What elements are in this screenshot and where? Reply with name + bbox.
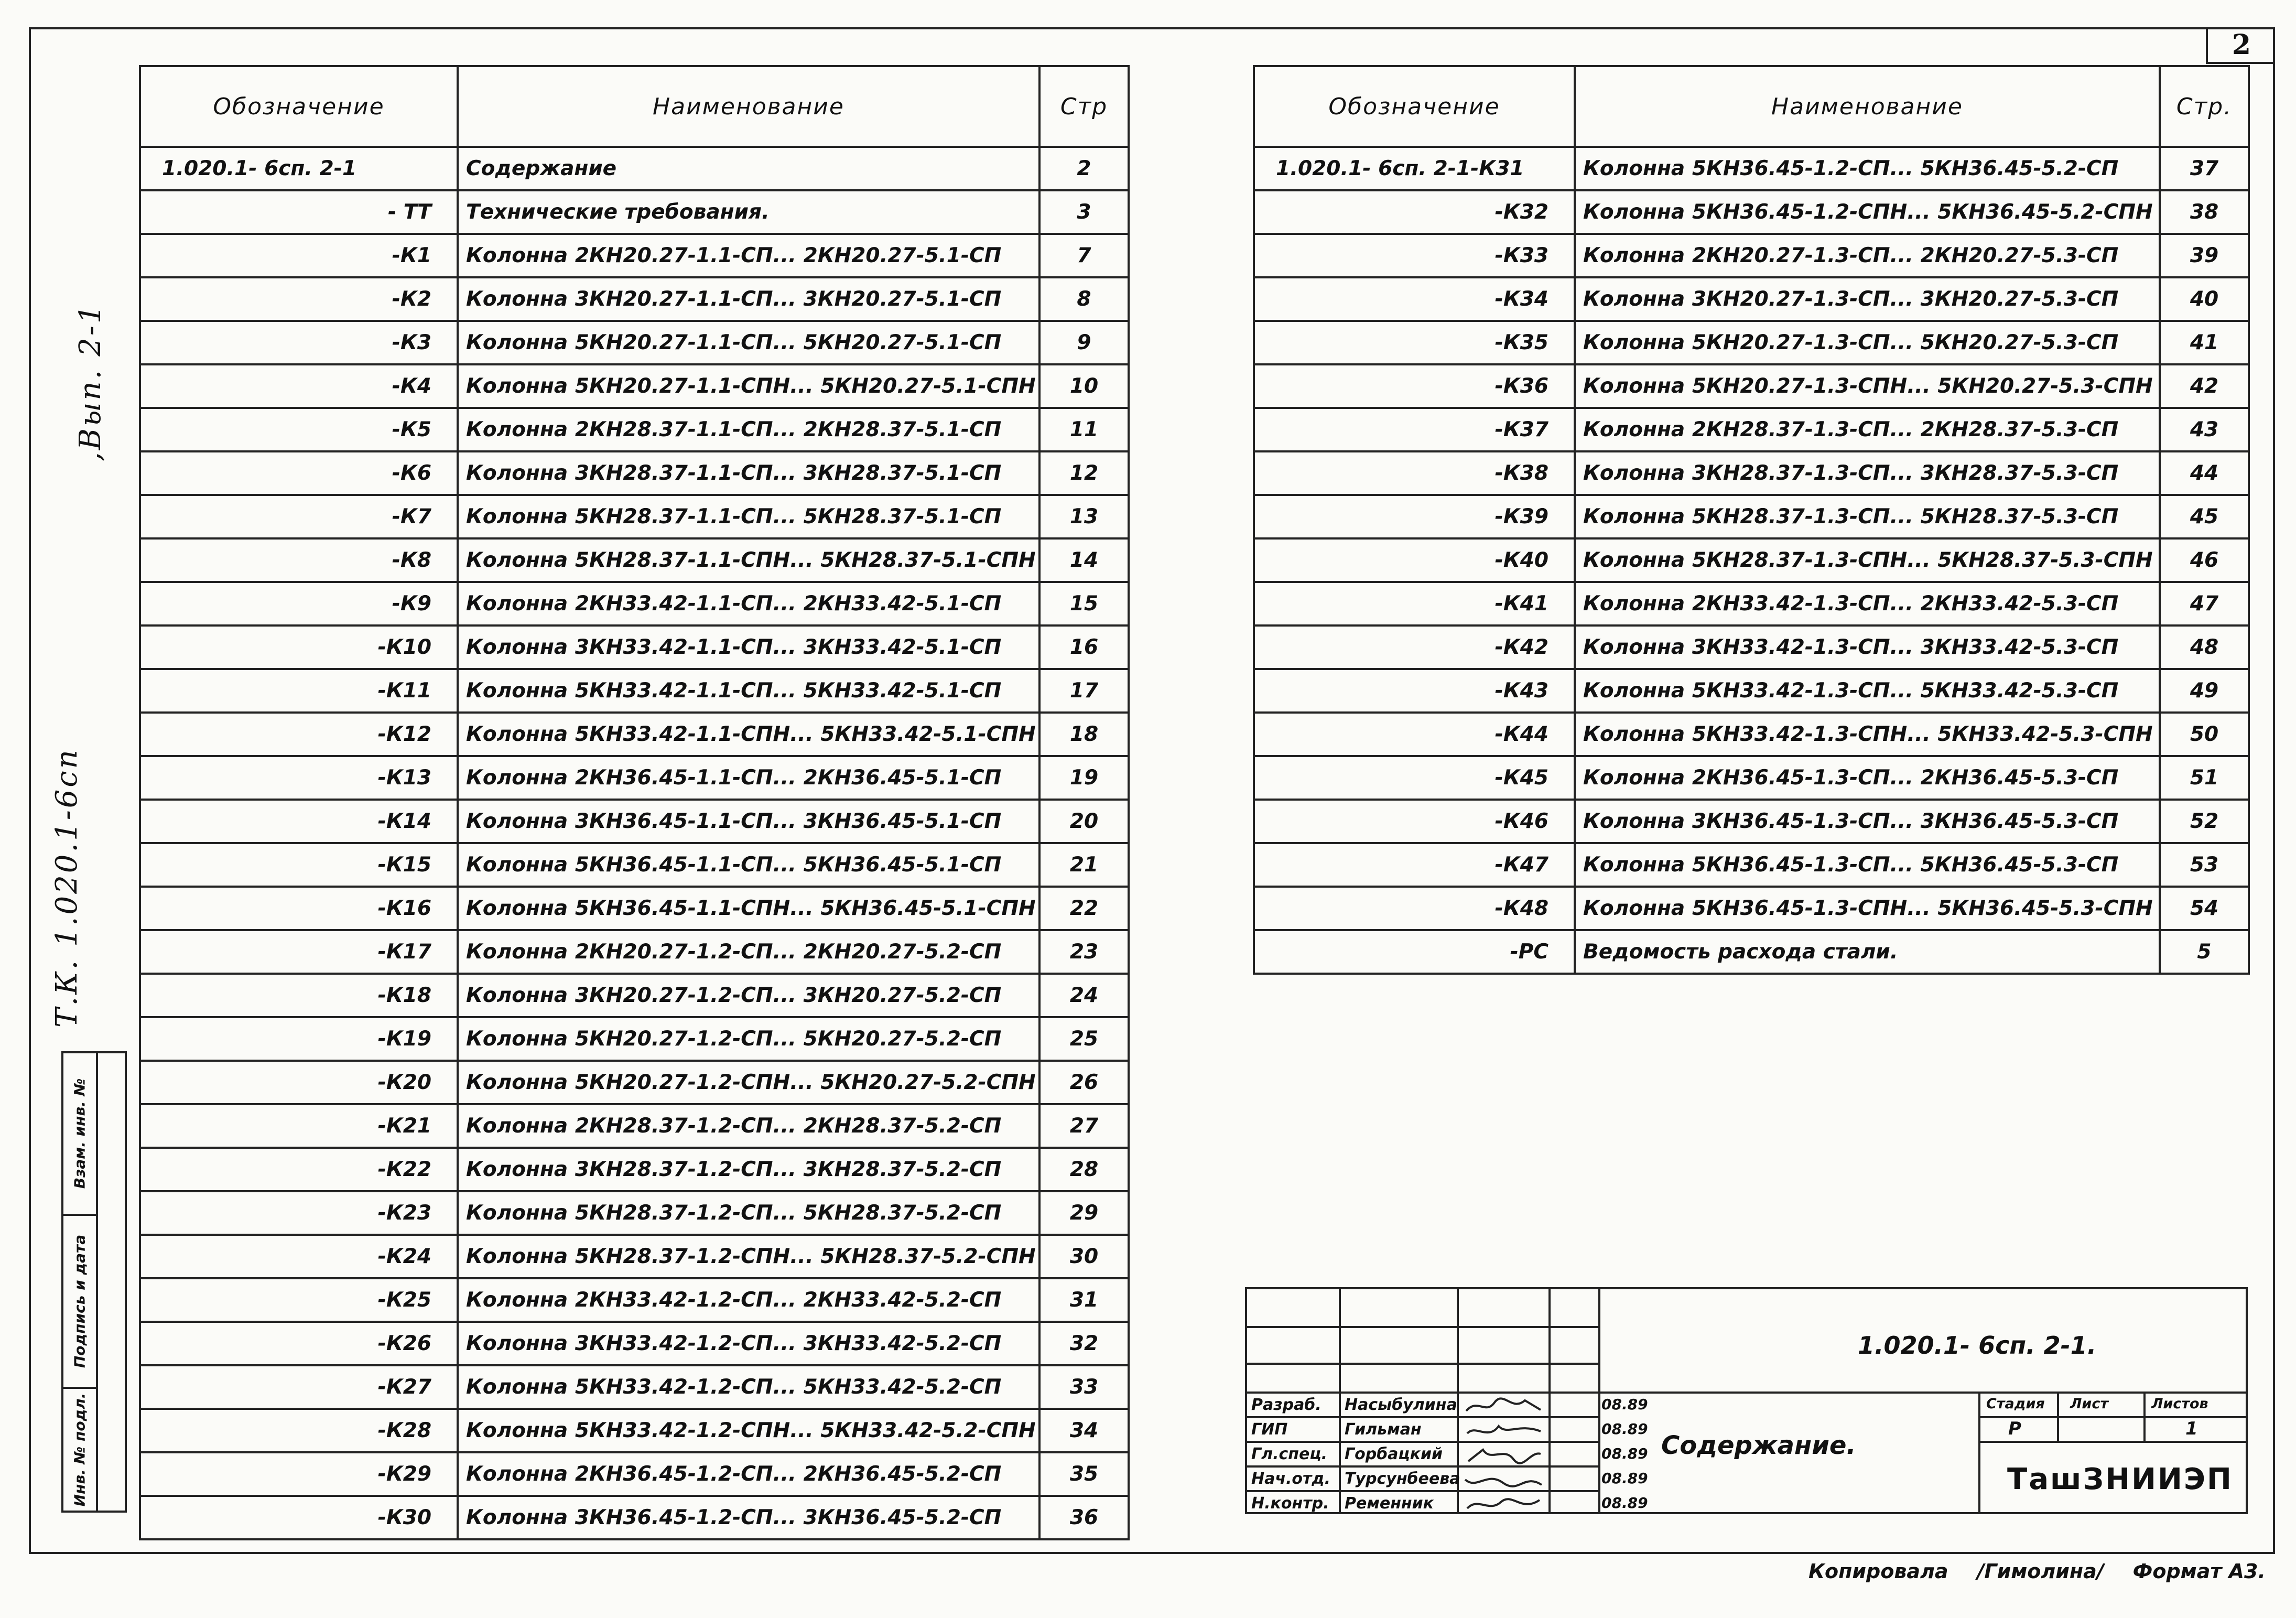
- footer-copied-by: /Гимолина/: [1977, 1560, 2104, 1583]
- row-page: 13: [1039, 495, 1129, 538]
- row-page: 2: [1039, 147, 1129, 190]
- column-header-page: Стр: [1039, 66, 1129, 147]
- row-name: Колонна 5КН28.37-1.1-СП... 5КН28.37-5.1-СП: [458, 495, 1039, 538]
- column-header-designation: Обозначение: [140, 66, 458, 147]
- row-page: 32: [1039, 1322, 1129, 1365]
- row-page: 24: [1039, 974, 1129, 1017]
- tb-line: [1978, 1392, 1980, 1514]
- table-row: [1254, 930, 2249, 974]
- row-designation: -К34: [1254, 277, 1575, 321]
- table-row: [140, 1452, 1129, 1496]
- row-page: 31: [1039, 1278, 1129, 1322]
- table-row: [140, 887, 1129, 930]
- tb-stage-value: Р: [2008, 1418, 2021, 1439]
- row-page: 25: [1039, 1017, 1129, 1061]
- row-page: 16: [1039, 625, 1129, 669]
- row-name: Колонна 3КН36.45-1.2-СП... 3КН36.45-5.2-СП: [458, 1496, 1039, 1539]
- row-page: 7: [1039, 234, 1129, 277]
- row-designation: -К3: [140, 321, 458, 364]
- row-name: Колонна 2КН20.27-1.1-СП... 2КН20.27-5.1-СП: [458, 234, 1039, 277]
- table-row: [140, 669, 1129, 713]
- row-name: Колонна 5КН36.45-1.1-СП... 5КН36.45-5.1-СП: [458, 843, 1039, 887]
- row-designation: -РС: [1254, 930, 1575, 974]
- row-page: 54: [2160, 887, 2249, 930]
- row-name: Колонна 5КН33.42-1.2-СПН... 5КН33.42-5.2-СПН: [458, 1409, 1039, 1452]
- row-page: 5: [2160, 930, 2249, 974]
- sheet-number-box: [2206, 27, 2275, 64]
- tb-person-name: Горбацкий: [1345, 1445, 1443, 1463]
- row-designation: -К13: [140, 756, 458, 800]
- tb-person-name: Ременник: [1345, 1494, 1434, 1513]
- table-row: [140, 1278, 1129, 1322]
- tb-person-name: Насыбулина: [1345, 1396, 1457, 1414]
- row-page: 11: [1039, 408, 1129, 451]
- row-name: Колонна 5КН36.45-1.3-СП... 5КН36.45-5.3-СП: [1575, 843, 2160, 887]
- table-row: [140, 1235, 1129, 1278]
- table-row: [140, 451, 1129, 495]
- tb-person-name: Турсунбеева: [1345, 1470, 1460, 1488]
- row-page: 52: [2160, 800, 2249, 843]
- row-name: Колонна 3КН33.42-1.3-СП... 3КН33.42-5.3-СП: [1575, 625, 2160, 669]
- tb-person-date: 08.89: [1601, 1396, 1648, 1413]
- row-name: Ведомость расхода стали.: [1575, 930, 2160, 974]
- row-name: Технические требования.: [458, 190, 1039, 234]
- row-designation: -К17: [140, 930, 458, 974]
- row-designation: -К44: [1254, 713, 1575, 756]
- table-row: [140, 625, 1129, 669]
- row-page: 48: [2160, 625, 2249, 669]
- row-page: 18: [1039, 713, 1129, 756]
- row-name: Колонна 5КН33.42-1.3-СП... 5КН33.42-5.3-СП: [1575, 669, 2160, 713]
- row-name: Колонна 5КН36.45-1.1-СПН... 5КН36.45-5.1-СПН: [458, 887, 1039, 930]
- tb-line: [1548, 1289, 1551, 1512]
- row-name: Колонна 5КН20.27-1.1-СП... 5КН20.27-5.1-СП: [458, 321, 1039, 364]
- row-name: Колонна 2КН33.42-1.3-СП... 2КН33.42-5.3-СП: [1575, 582, 2160, 625]
- table-row: [1254, 800, 2249, 843]
- table-row: [1254, 625, 2249, 669]
- column-header-designation: Обозначение: [1254, 66, 1575, 147]
- table-row: [1254, 669, 2249, 713]
- contents-table-left-body: [140, 147, 1129, 1539]
- row-page: 47: [2160, 582, 2249, 625]
- row-name: Колонна 2КН36.45-1.1-СП... 2КН36.45-5.1-СП: [458, 756, 1039, 800]
- row-page: 51: [2160, 756, 2249, 800]
- row-designation: - ТТ: [140, 190, 458, 234]
- row-designation: -К25: [140, 1278, 458, 1322]
- row-page: 45: [2160, 495, 2249, 538]
- row-name: Колонна 2КН33.42-1.1-СП... 2КН33.42-5.1-СП: [458, 582, 1039, 625]
- tb-person-role: Разраб.: [1251, 1396, 1322, 1414]
- contents-table-left: [139, 65, 1130, 1540]
- tb-person-name: Гильман: [1345, 1420, 1422, 1439]
- row-name: Колонна 5КН20.27-1.1-СПН... 5КН20.27-5.1-СПН: [458, 364, 1039, 408]
- row-name: Колонна 5КН28.37-1.3-СПН... 5КН28.37-5.3-СПН: [1575, 538, 2160, 582]
- contents-table-right: [1253, 65, 2250, 975]
- row-name: Колонна 3КН36.45-1.1-СП... 3КН36.45-5.1-СП: [458, 800, 1039, 843]
- row-page: 39: [2160, 234, 2249, 277]
- tb-stage-label: Стадия: [1986, 1396, 2045, 1412]
- row-page: 37: [2160, 147, 2249, 190]
- row-designation: -К9: [140, 582, 458, 625]
- row-designation: -К33: [1254, 234, 1575, 277]
- table-row: [1254, 582, 2249, 625]
- row-name: Колонна 3КН20.27-1.3-СП... 3КН20.27-5.3-СП: [1575, 277, 2160, 321]
- row-designation: -К11: [140, 669, 458, 713]
- row-page: 17: [1039, 669, 1129, 713]
- tb-person-date: 08.89: [1601, 1445, 1648, 1462]
- tb-person-role: Н.контр.: [1251, 1494, 1329, 1513]
- table-row: [140, 190, 1129, 234]
- row-name: Колонна 3КН20.27-1.1-СП... 3КН20.27-5.1-СП: [458, 277, 1039, 321]
- row-name: Колонна 5КН33.42-1.3-СПН... 5КН33.42-5.3-СПН: [1575, 713, 2160, 756]
- table-row: [140, 364, 1129, 408]
- row-name: Колонна 5КН28.37-1.1-СПН... 5КН28.37-5.1-СПН: [458, 538, 1039, 582]
- sheet-number: 2: [2232, 28, 2251, 61]
- row-designation: -К24: [140, 1235, 458, 1278]
- table-row: [140, 234, 1129, 277]
- handwritten-signature: [1462, 1444, 1546, 1466]
- row-designation: -К7: [140, 495, 458, 538]
- table-row: [140, 843, 1129, 887]
- row-page: 36: [1039, 1496, 1129, 1539]
- stamp-label-inventory-no: Инв. № подл.: [71, 1393, 89, 1507]
- row-designation: -К8: [140, 538, 458, 582]
- table-row: [140, 1148, 1129, 1191]
- row-name: Колонна 5КН28.37-1.2-СП... 5КН28.37-5.2-СП: [458, 1191, 1039, 1235]
- row-name: Колонна 3КН28.37-1.2-СП... 3КН28.37-5.2-СП: [458, 1148, 1039, 1191]
- tb-sheet-label: Лист: [2070, 1396, 2108, 1412]
- row-name: Колонна 5КН20.27-1.2-СП... 5КН20.27-5.2-СП: [458, 1017, 1039, 1061]
- tb-person-role: ГИП: [1251, 1420, 1288, 1439]
- row-designation: -К46: [1254, 800, 1575, 843]
- footer-copied-label: Копировала: [1808, 1560, 1948, 1583]
- table-row: [1254, 277, 2249, 321]
- row-name: Колонна 3КН33.42-1.1-СП... 3КН33.42-5.1-СП: [458, 625, 1039, 669]
- row-designation: -К43: [1254, 669, 1575, 713]
- table-row: [1254, 713, 2249, 756]
- tb-sheet-title: Содержание.: [1661, 1431, 1856, 1460]
- table-row: [140, 495, 1129, 538]
- table-row: [1254, 190, 2249, 234]
- table-row: [1254, 364, 2249, 408]
- table-row: [140, 1322, 1129, 1365]
- row-name: Колонна 5КН20.27-1.2-СПН... 5КН20.27-5.2-СПН: [458, 1061, 1039, 1104]
- row-designation: -К2: [140, 277, 458, 321]
- table-row: [140, 800, 1129, 843]
- row-name: Колонна 5КН28.37-1.2-СПН... 5КН28.37-5.2-СПН: [458, 1235, 1039, 1278]
- row-page: 41: [2160, 321, 2249, 364]
- stamp-cell-signature-date: [63, 1216, 96, 1389]
- row-designation: -К28: [140, 1409, 458, 1452]
- table-row: [1254, 451, 2249, 495]
- table-row: [1254, 234, 2249, 277]
- table-row: [140, 974, 1129, 1017]
- row-designation: -К32: [1254, 190, 1575, 234]
- row-designation: -К16: [140, 887, 458, 930]
- table-row: [140, 538, 1129, 582]
- row-page: 53: [2160, 843, 2249, 887]
- stamp-cell-replaced-inv: [63, 1053, 96, 1216]
- stamp-divider: [96, 1053, 98, 1511]
- table-row: [140, 582, 1129, 625]
- row-designation: -К18: [140, 974, 458, 1017]
- row-page: 22: [1039, 887, 1129, 930]
- row-name: Колонна 5КН33.42-1.2-СП... 5КН33.42-5.2-СП: [458, 1365, 1039, 1409]
- row-name: Колонна 3КН28.37-1.3-СП... 3КН28.37-5.3-СП: [1575, 451, 2160, 495]
- row-designation: -К37: [1254, 408, 1575, 451]
- row-name: Колонна 2КН33.42-1.2-СП... 2КН33.42-5.2-СП: [458, 1278, 1039, 1322]
- table-row: [1254, 843, 2249, 887]
- row-page: 15: [1039, 582, 1129, 625]
- row-designation: -К48: [1254, 887, 1575, 930]
- tb-line: [1598, 1289, 1600, 1512]
- row-name: Колонна 5КН36.45-1.2-СП... 5КН36.45-5.2-СП: [1575, 147, 2160, 190]
- table-row: [140, 1496, 1129, 1539]
- tb-person-role: Гл.спец.: [1251, 1445, 1327, 1463]
- handwritten-signature: [1462, 1420, 1546, 1442]
- table-row: [140, 1191, 1129, 1235]
- handwritten-signature: [1462, 1494, 1546, 1516]
- row-designation: -К36: [1254, 364, 1575, 408]
- vertical-issue-label: ,Вып. 2-1: [73, 303, 107, 461]
- row-name: Колонна 3КН33.42-1.2-СП... 3КН33.42-5.2-СП: [458, 1322, 1039, 1365]
- row-page: 44: [2160, 451, 2249, 495]
- row-designation: -К30: [140, 1496, 458, 1539]
- column-header-name: Наименование: [1575, 66, 2160, 147]
- row-name: Колонна 5КН20.27-1.3-СПН... 5КН20.27-5.3-СПН: [1575, 364, 2160, 408]
- row-designation: -К26: [140, 1322, 458, 1365]
- row-designation: -К21: [140, 1104, 458, 1148]
- row-name: Колонна 5КН36.45-1.2-СПН... 5КН36.45-5.2-СПН: [1575, 190, 2160, 234]
- row-designation: -К10: [140, 625, 458, 669]
- tb-document-code: 1.020.1- 6сп. 2-1.: [1858, 1331, 2097, 1360]
- tb-person-date: 08.89: [1601, 1420, 1648, 1438]
- row-designation: -К4: [140, 364, 458, 408]
- row-designation: -К40: [1254, 538, 1575, 582]
- table-row: [140, 1104, 1129, 1148]
- row-page: 8: [1039, 277, 1129, 321]
- footer-format: Формат А3.: [2132, 1560, 2266, 1583]
- row-page: 38: [2160, 190, 2249, 234]
- tb-person-date: 08.89: [1601, 1494, 1648, 1512]
- row-page: 19: [1039, 756, 1129, 800]
- row-name: Колонна 5КН28.37-1.3-СП... 5КН28.37-5.3-СП: [1575, 495, 2160, 538]
- row-page: 46: [2160, 538, 2249, 582]
- row-designation: -К35: [1254, 321, 1575, 364]
- tb-line: [1247, 1326, 1598, 1328]
- stamp-cell-inventory-no: [63, 1389, 96, 1511]
- row-page: 43: [2160, 408, 2249, 451]
- row-name: Колонна 3КН36.45-1.3-СП... 3КН36.45-5.3-СП: [1575, 800, 2160, 843]
- row-page: 12: [1039, 451, 1129, 495]
- table-row: [140, 321, 1129, 364]
- tb-person-role: Нач.отд.: [1251, 1470, 1330, 1488]
- row-page: 40: [2160, 277, 2249, 321]
- row-designation: -К39: [1254, 495, 1575, 538]
- row-designation: -К20: [140, 1061, 458, 1104]
- handwritten-signature: [1462, 1469, 1546, 1491]
- row-page: 20: [1039, 800, 1129, 843]
- row-name: Колонна 2КН28.37-1.3-СП... 2КН28.37-5.3-СП: [1575, 408, 2160, 451]
- row-page: 50: [2160, 713, 2249, 756]
- tb-person-date: 08.89: [1601, 1470, 1648, 1487]
- row-page: 28: [1039, 1148, 1129, 1191]
- row-name: Колонна 5КН33.42-1.1-СП... 5КН33.42-5.1-СП: [458, 669, 1039, 713]
- table-row: [1254, 756, 2249, 800]
- table-row: [1254, 538, 2249, 582]
- row-name: Колонна 2КН36.45-1.3-СП... 2КН36.45-5.3-СП: [1575, 756, 2160, 800]
- row-designation: -К47: [1254, 843, 1575, 887]
- row-page: 42: [2160, 364, 2249, 408]
- left-margin-stamp: [61, 1051, 127, 1513]
- column-header-name: Наименование: [458, 66, 1039, 147]
- row-designation: -К6: [140, 451, 458, 495]
- row-page: 30: [1039, 1235, 1129, 1278]
- tb-line: [1247, 1392, 2248, 1394]
- table-row: [1254, 495, 2249, 538]
- row-designation: -К14: [140, 800, 458, 843]
- row-name: Колонна 3КН20.27-1.2-СП... 3КН20.27-5.2-СП: [458, 974, 1039, 1017]
- row-designation: -К38: [1254, 451, 1575, 495]
- row-designation: -К19: [140, 1017, 458, 1061]
- row-designation: -К1: [140, 234, 458, 277]
- row-designation: 1.020.1- 6сп. 2-1: [140, 147, 458, 190]
- row-name: Колонна 3КН28.37-1.1-СП... 3КН28.37-5.1-СП: [458, 451, 1039, 495]
- row-page: 9: [1039, 321, 1129, 364]
- column-header-page: Стр.: [2160, 66, 2249, 147]
- table-row: [140, 930, 1129, 974]
- tb-line: [1978, 1441, 2248, 1443]
- row-name: Содержание: [458, 147, 1039, 190]
- row-designation: -К27: [140, 1365, 458, 1409]
- table-row: [140, 277, 1129, 321]
- row-name: Колонна 5КН33.42-1.1-СПН... 5КН33.42-5.1-СПН: [458, 713, 1039, 756]
- row-designation: -К5: [140, 408, 458, 451]
- tb-sheet-value: 1: [2185, 1418, 2198, 1439]
- row-name: Колонна 5КН20.27-1.3-СП... 5КН20.27-5.3-СП: [1575, 321, 2160, 364]
- table-header-row: [140, 66, 1129, 147]
- handwritten-signature: [1462, 1395, 1546, 1417]
- row-name: Колонна 2КН20.27-1.3-СП... 2КН20.27-5.3-СП: [1575, 234, 2160, 277]
- table-row: [140, 408, 1129, 451]
- row-page: 21: [1039, 843, 1129, 887]
- row-page: 27: [1039, 1104, 1129, 1148]
- stamp-label-signature-date: Подпись и дата: [71, 1234, 89, 1368]
- row-name: Колонна 2КН36.45-1.2-СП... 2КН36.45-5.2-СП: [458, 1452, 1039, 1496]
- row-page: 49: [2160, 669, 2249, 713]
- row-name: Колонна 2КН28.37-1.2-СП... 2КН28.37-5.2-СП: [458, 1104, 1039, 1148]
- table-row: [140, 1409, 1129, 1452]
- table-row: [1254, 887, 2249, 930]
- table-row: [140, 713, 1129, 756]
- row-page: 34: [1039, 1409, 1129, 1452]
- table-row: [140, 1365, 1129, 1409]
- tb-line: [1339, 1289, 1341, 1512]
- row-page: 23: [1039, 930, 1129, 974]
- row-designation: -К41: [1254, 582, 1575, 625]
- row-name: Колонна 5КН36.45-1.3-СПН... 5КН36.45-5.3-СПН: [1575, 887, 2160, 930]
- row-designation: -К23: [140, 1191, 458, 1235]
- table-row: [1254, 408, 2249, 451]
- row-designation: -К12: [140, 713, 458, 756]
- row-designation: -К42: [1254, 625, 1575, 669]
- row-designation: -К29: [140, 1452, 458, 1496]
- row-page: 29: [1039, 1191, 1129, 1235]
- row-designation: 1.020.1- 6сп. 2-1-К31: [1254, 147, 1575, 190]
- row-designation: -К45: [1254, 756, 1575, 800]
- row-name: Колонна 2КН28.37-1.1-СП... 2КН28.37-5.1-СП: [458, 408, 1039, 451]
- row-name: Колонна 2КН20.27-1.2-СП... 2КН20.27-5.2-СП: [458, 930, 1039, 974]
- row-page: 35: [1039, 1452, 1129, 1496]
- table-header-row: [1254, 66, 2249, 147]
- row-page: 26: [1039, 1061, 1129, 1104]
- table-row: [140, 147, 1129, 190]
- table-row: [140, 1061, 1129, 1104]
- row-designation: -К22: [140, 1148, 458, 1191]
- vertical-document-title: Т.К. 1.020.1-6сп: [50, 748, 84, 1028]
- tb-organization: ТашЗНИИЭП: [2007, 1462, 2233, 1496]
- table-row: [1254, 321, 2249, 364]
- table-row: [1254, 147, 2249, 190]
- row-page: 10: [1039, 364, 1129, 408]
- tb-line: [1247, 1363, 1598, 1365]
- row-page: 3: [1039, 190, 1129, 234]
- title-block: [1245, 1287, 2248, 1514]
- row-page: 14: [1039, 538, 1129, 582]
- table-row: [140, 756, 1129, 800]
- tb-sheets-label: Листов: [2151, 1396, 2208, 1412]
- row-page: 33: [1039, 1365, 1129, 1409]
- contents-table-right-body: [1254, 147, 2249, 974]
- stamp-label-replaced-inv: Взам. инв. №: [71, 1078, 89, 1189]
- table-row: [140, 1017, 1129, 1061]
- row-designation: -К15: [140, 843, 458, 887]
- footer-copy-info: [1808, 1560, 2294, 1583]
